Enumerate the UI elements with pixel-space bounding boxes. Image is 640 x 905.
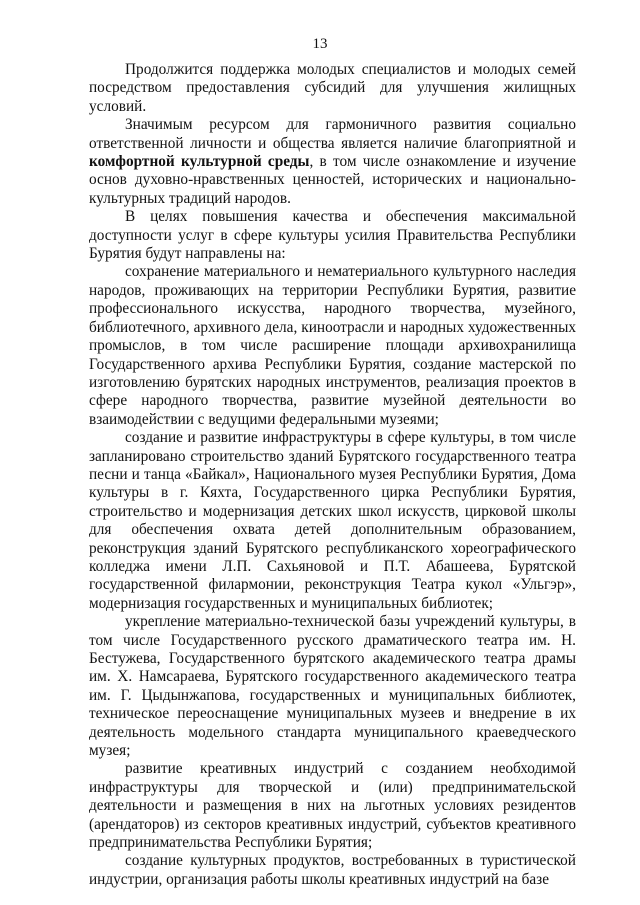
- paragraph-text: , в том числе ознакомление и изучение основ духовно-нравственных ценностей, исторических и национально-культурных традиций народов.: [89, 153, 576, 207]
- list-item-cultural-products: создание культурных продуктов, востребованных в туристической индустрии, организация работы школы креативных индустрий на базе: [89, 852, 576, 888]
- bold-term: комфортной культурной среды: [89, 153, 310, 171]
- paragraph-text: Значимым ресурсом для гармоничного развития социально ответственной личности и общества является наличие благоприятной и: [89, 116, 576, 152]
- paragraph-cultural-environment: [89, 116, 576, 208]
- document-body: [89, 61, 576, 889]
- list-item-infrastructure: создание и развитие инфраструктуры в сфере культуры, в том числе запланировано строительство зданий Бурятского государственного театра песни и танца «Байкал», Национального музея Республики Бурятия, Дома культуры в г. Кяхта, Государственного цирка Республики Бурятия, строительство и модернизация детских школ искусств, цирковой школы для обеспечения охвата детей дополнительным образованием, реконструкция зданий Бурятского республиканского хореографического колледжа имени Л.П. Сахьяновой и П.Т. Абашеева, Бурятской государственной филармонии, реконструкция Театра кукол «Ульгэр», модернизация государственных и муниципальных библиотек;: [89, 429, 576, 612]
- list-item-creative-industries: развитие креативных индустрий с созданием необходимой инфраструктуры для творческой и (или) предпринимательской деятельности и размещения в них на льготных условиях резидентов (арендаторов) из секторов креативных индустрий, субъектов креативного предпринимательства Республики Бурятия;: [89, 760, 576, 852]
- paragraph-government-goals: В целях повышения качества и обеспечения максимальной доступности услуг в сфере культуры усилия Правительства Республики Бурятия будут направлены на:: [89, 208, 576, 263]
- list-item-heritage: сохранение материального и нематериального культурного наследия народов, проживающих на территории Республики Бурятия, развитие профессионального искусства, народного творчества, музейного, библиотечного, архивного дела, киноотрасли и народных художественных промыслов, в том числе расширение площади архивохранилища Государственного архива Республики Бурятия, создание мастерской по изготовлению бурятских народных инструментов, реализация проектов в сфере народного творчества, развитие музейной деятельности во взаимодействии с ведущими федеральными музеями;: [89, 263, 576, 428]
- page-number: 13: [312, 36, 328, 52]
- list-item-material-base: укрепление материально-технической базы учреждений культуры, в том числе Государственного русского драматического театра им. Н. Бестужева, Государственного бурятского академического театра драмы им. Х. Намсараева, Бурятского государственного академического театра им. Г. Цыдынжапова, государственных и муниципальных библиотек, техническое переоснащение муниципальных музеев и внедрение в их деятельность модельного стандарта муниципального краеведческого музея;: [89, 613, 576, 760]
- paragraph-youth-support: Продолжится поддержка молодых специалистов и молодых семей посредством предоставления субсидий для улучшения жилищных условий.: [89, 61, 576, 115]
